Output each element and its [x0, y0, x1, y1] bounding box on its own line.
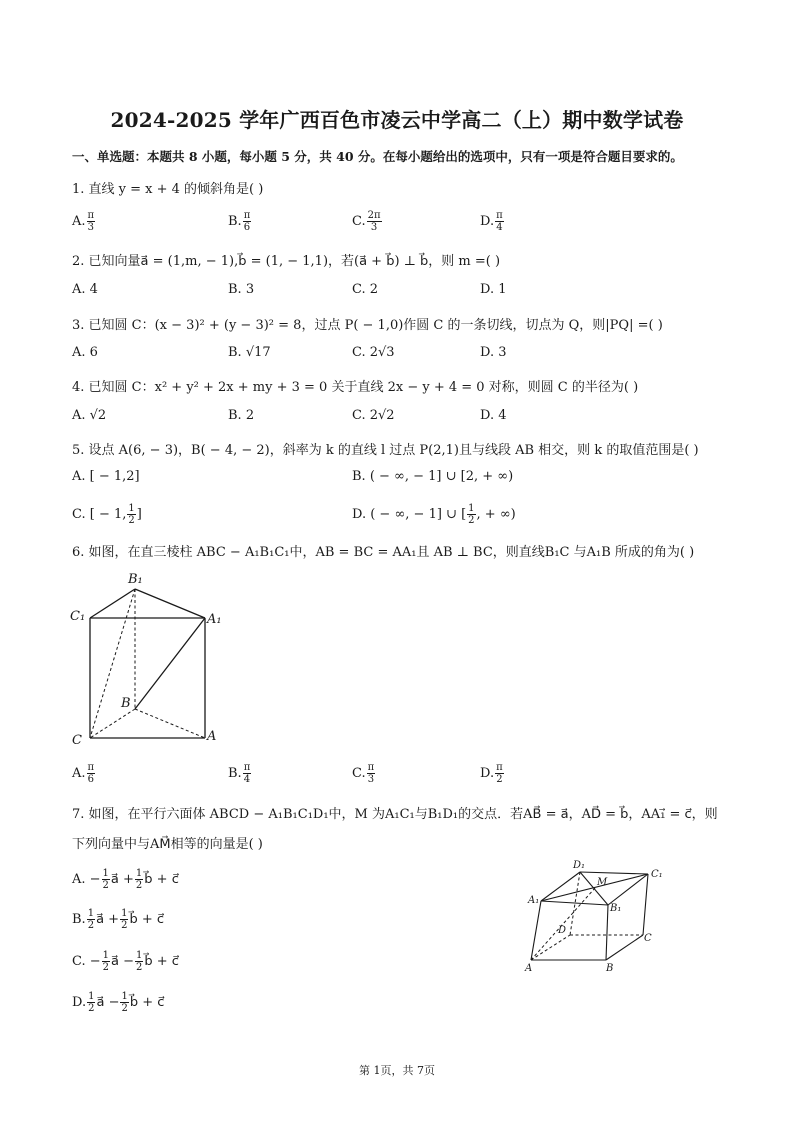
question-1-stem: 1. 直线 y = x + 4 的倾斜角是( ): [72, 182, 264, 197]
q7-option-d: D. $\frac{1}{2}$ a⃗ − $\frac{1}{2}$ b⃗ + c⃗: [72, 991, 165, 1014]
q3-option-d: D. 3: [480, 345, 507, 360]
question-2-stem: 2. 已知向量a⃗ = (1,m, − 1),b⃗ = (1, − 1,1)，若(a⃗ + b⃗) ⊥ b⃗，则 m =( ): [72, 254, 501, 269]
q4-option-a: A. √2: [72, 408, 107, 423]
label-b1: B₁: [128, 572, 143, 587]
prism-figure: [66, 568, 226, 748]
question-6-stem: 6. 如图，在直三棱柱 ABC − A₁B₁C₁中，AB = BC = AA₁且 AB ⊥ BC，则直线B₁C 与A₁B 所成的角为( ): [72, 545, 695, 560]
edge-b1-b: [606, 905, 608, 960]
p-label-c: C: [644, 933, 652, 944]
q1-option-c: C. $\frac{2\pi}{3}$: [352, 210, 381, 233]
edge-d1-c1: [580, 872, 648, 874]
section-heading: 一、单选题：本题共 8 小题，每小题 5 分，共 40 分。在每小题给出的选项中，只有一项是符合题目要求的。: [72, 149, 683, 164]
q1-option-a: A. $\frac{\pi}{3}$: [72, 210, 95, 233]
q3-option-c: C. 2√3: [352, 345, 395, 360]
question-7-stem-line1: 7. 如图，在平行六面体 ABCD − A₁B₁C₁D₁中，M 为A₁C₁与B₁D₁的交点．若AB⃗ = a⃗，AD⃗ = b⃗，AA₁⃗ = c⃗，则: [72, 807, 718, 822]
edge-c1-b1: [90, 589, 135, 618]
question-7-stem-line2: 下列向量中与AM⃗相等的向量是( ): [72, 837, 263, 852]
label-c: C: [72, 733, 82, 748]
segment-a1-b: [135, 618, 205, 709]
q3-option-a: A. 6: [72, 345, 98, 360]
q4-option-c: C. 2√2: [352, 408, 395, 423]
q5-option-c: C. [ − 1, $\frac{1}{2}$ ]: [72, 503, 142, 526]
label-a: A: [207, 729, 217, 744]
q6-option-b: B. $\frac{\pi}{4}$: [228, 762, 251, 785]
edge-b-c: [606, 935, 643, 960]
segment-a-m-hidden: [531, 888, 595, 960]
q5-option-b: B. ( − ∞, − 1] ∪ [2, + ∞): [352, 469, 514, 484]
q5-option-d: D. ( − ∞, − 1] ∪ [ $\frac{1}{2}$ , + ∞): [352, 503, 516, 526]
edge-b-a-hidden: [135, 709, 205, 738]
q6-option-c: C. $\frac{\pi}{3}$: [352, 762, 375, 785]
label-c1: C₁: [70, 609, 86, 624]
p-label-d: D: [558, 925, 567, 936]
q4-option-d: D. 4: [480, 408, 507, 423]
q7-option-c: C. − $\frac{1}{2}$ a⃗ − $\frac{1}{2}$ b⃗ + c⃗: [72, 950, 179, 973]
edge-a1-b1: [541, 901, 608, 905]
q6-option-a: A. $\frac{\pi}{6}$: [72, 762, 95, 785]
edge-a1-d1: [541, 872, 580, 901]
q1-option-d: D. $\frac{\pi}{4}$: [480, 210, 503, 233]
q6-option-d: D. $\frac{\pi}{2}$: [480, 762, 503, 785]
edge-b-c-hidden: [90, 709, 135, 738]
question-5-stem: 5. 设点 A(6, − 3)，B( − 4, − 2)，斜率为 k 的直线 l 过点 P(2,1)且与线段 AB 相交，则 k 的取值范围是( ): [72, 443, 699, 458]
q2-option-b: B. 3: [228, 282, 255, 297]
q2-option-a: A. 4: [72, 282, 98, 297]
segment-b1-c-hidden: [90, 589, 135, 738]
q7-option-a: A. − $\frac{1}{2}$ a⃗ + $\frac{1}{2}$ b⃗ + c⃗: [72, 868, 179, 891]
p-label-b1: B₁: [610, 903, 622, 914]
q5-option-a: A. [ − 1,2]: [72, 469, 140, 484]
page-footer: 第 1页，共 7页: [359, 1064, 435, 1077]
p-label-d1: D₁: [573, 860, 586, 871]
label-b: B: [121, 696, 131, 711]
label-a1: A₁: [207, 612, 222, 627]
q1-option-b: B. $\frac{\pi}{6}$: [228, 210, 251, 233]
p-label-b: B: [606, 963, 614, 974]
page-title: 2024-2025 学年广西百色市凌云中学高二（上）期中数学试卷: [110, 108, 684, 132]
q4-option-b: B. 2: [228, 408, 255, 423]
parallelepiped-figure: [520, 855, 680, 975]
q2-option-d: D. 1: [480, 282, 507, 297]
q2-option-c: C. 2: [352, 282, 379, 297]
diag-a1-c1: [541, 874, 648, 901]
edge-b1-a1: [135, 589, 205, 618]
p-label-a: A: [525, 963, 533, 974]
edge-c1-c: [643, 874, 648, 935]
question-4-stem: 4. 已知圆 C：x² + y² + 2x + my + 3 = 0 关于直线 2x − y + 4 = 0 对称，则圆 C 的半径为( ): [72, 380, 639, 395]
p-label-m: M: [597, 877, 608, 888]
q3-option-b: B. √17: [228, 345, 271, 360]
q7-option-b: B. $\frac{1}{2}$ a⃗ + $\frac{1}{2}$ b⃗ + c⃗: [72, 908, 164, 931]
p-label-c1: C₁: [651, 869, 663, 880]
question-3-stem: 3. 已知圆 C：(x − 3)² + (y − 3)² = 8，过点 P( − 1,0)作圆 C 的一条切线，切点为 Q，则|PQ| =( ): [72, 318, 663, 333]
p-label-a1: A₁: [528, 895, 540, 906]
